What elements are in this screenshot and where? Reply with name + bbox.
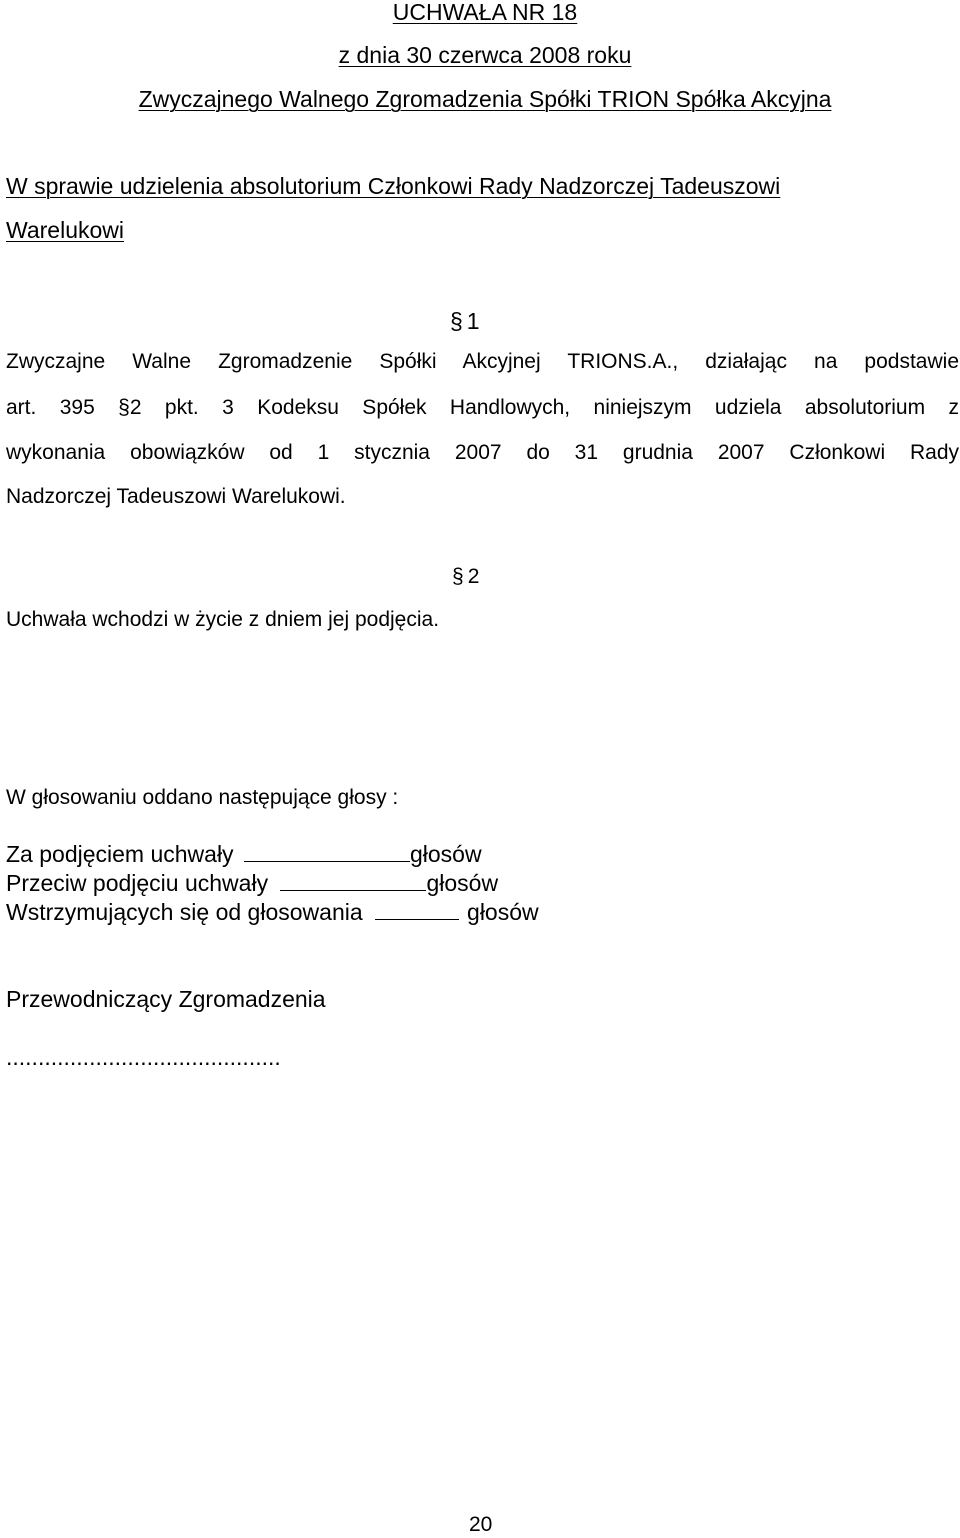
section-2-text: Uchwała wchodzi w życie z dniem jej podjęcia. [6, 608, 440, 631]
signature-dots: ........................................... [6, 1044, 281, 1070]
chairman-label: Przewodniczący Zgromadzenia [6, 986, 326, 1012]
voting-intro: W głosowaniu oddano następujące głosy : [6, 786, 399, 809]
votes-abstain-label: Wstrzymujących się od głosowania [6, 899, 363, 925]
votes-for-label: Za podjęciem uchwały [6, 841, 234, 867]
resolution-subject-line-1: W sprawie udzielenia absolutorium Członkowi Rady Nadzorczej Tadeuszowi [6, 173, 781, 199]
votes-against-label: Przeciw podjęciu uchwały [6, 870, 269, 896]
section-1-line-4: Nadzorczej Tadeuszowi Warelukowi. [6, 485, 346, 508]
section-1-number: 1 [466, 308, 480, 334]
resolution-subject-line-2: Warelukowi [6, 217, 125, 243]
votes-abstain-unit: głosów [467, 899, 539, 925]
resolution-title: UCHWAŁA NR 18 [392, 0, 578, 25]
assembly-name: Zwyczajnego Walnego Zgromadzenia Spółki TRION Spółka Akcyjna [138, 86, 832, 112]
page-number: 20 [469, 1513, 493, 1536]
votes-for-unit: głosów [409, 841, 482, 867]
section-2-heading [452, 563, 479, 591]
section-1-line-2: art. 395 §2 pkt. 3 Kodeksu Spółek Handlowych, niniejszym udziela absolutorium z [6, 396, 959, 419]
section-1-heading [450, 307, 480, 335]
votes-against-blank [280, 870, 426, 891]
section-1-line-3: wykonania obowiązków od 1 stycznia 2007 do 31 grudnia 2007 Członkowi Rady [6, 441, 959, 464]
section-sign: § [450, 308, 463, 334]
resolution-date: z dnia 30 czerwca 2008 roku [338, 42, 632, 68]
section-2-number: 2 [467, 565, 480, 588]
votes-against-row [6, 869, 498, 897]
votes-for-row [6, 840, 482, 868]
votes-abstain-blank [375, 899, 459, 920]
votes-for-blank [244, 841, 410, 862]
votes-against-unit: głosów [426, 870, 499, 896]
votes-abstain-row [6, 898, 539, 926]
section-sign: § [452, 565, 464, 588]
section-1-line-1: Zwyczajne Walne Zgromadzenie Spółki Akcyjnej TRIONS.A., działając na podstawie [6, 350, 959, 373]
